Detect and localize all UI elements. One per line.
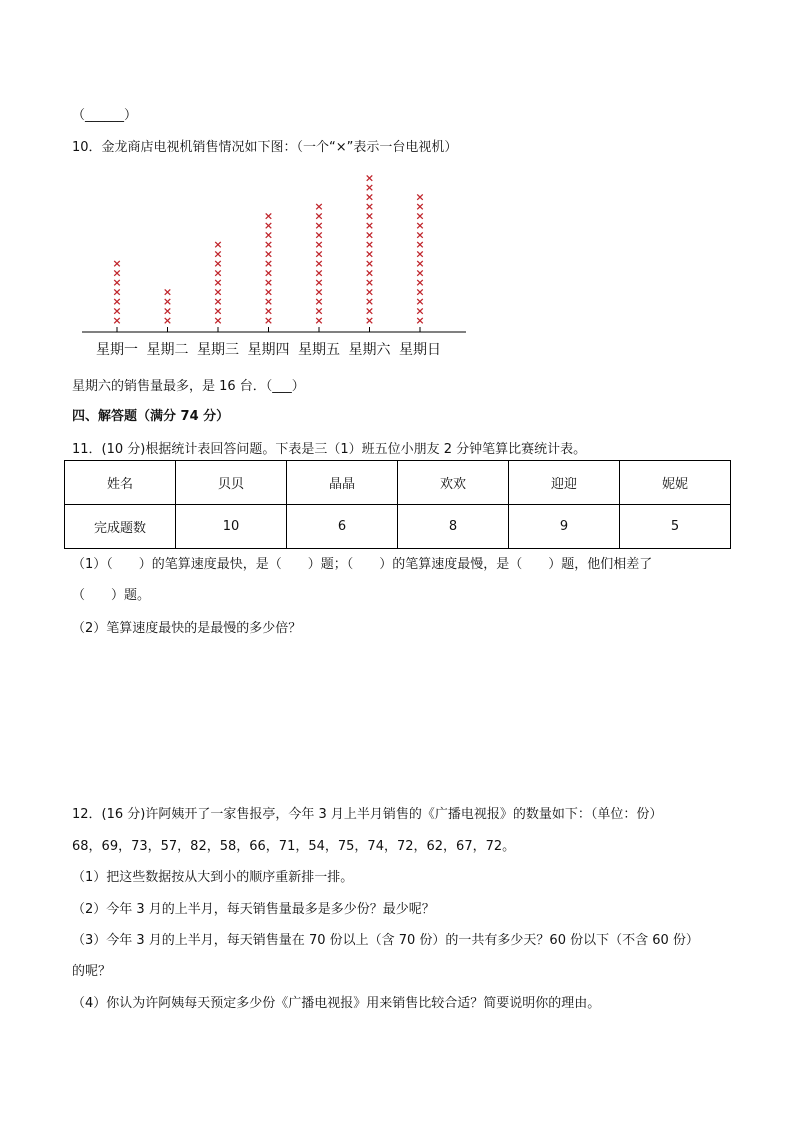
table-cell: 妮妮 <box>620 461 731 505</box>
pictograph-mark: × <box>314 257 324 270</box>
pictograph-mark: × <box>415 190 425 204</box>
pictograph-mark: × <box>314 314 324 327</box>
pictograph-mark: × <box>364 181 375 194</box>
q11-title: 11．(10 分)根据统计表回答问题。下表是三（1）班五位小朋友 2 分钟笔算比赛统计表。 <box>72 442 587 457</box>
pictograph-mark: × <box>213 238 223 251</box>
pictograph-mark: × <box>162 295 173 308</box>
q10-statement: 星期六的销售量最多，是 16 台．（___） <box>72 379 305 394</box>
pictograph-mark: × <box>263 219 274 232</box>
pictograph-mark: × <box>314 276 324 289</box>
table-cell: 晶晶 <box>287 461 398 505</box>
pictograph-mark: × <box>314 247 324 261</box>
pictograph-mark: × <box>263 266 274 280</box>
category-label: 星期六 <box>348 342 391 358</box>
pictograph-mark: × <box>314 238 324 251</box>
pictograph-mark: × <box>263 257 274 270</box>
table-cell: 迎迎 <box>509 461 620 505</box>
pictograph-mark: × <box>314 295 324 308</box>
pictograph-mark: × <box>415 295 425 308</box>
pictograph-mark: × <box>213 304 223 318</box>
pictograph-mark: × <box>314 304 324 318</box>
pictograph-mark: × <box>415 209 425 223</box>
pictograph-mark: × <box>213 276 223 289</box>
pictograph-mark: × <box>364 304 375 318</box>
table-header-row <box>65 461 731 505</box>
pictograph-mark: × <box>213 314 223 327</box>
pictograph-mark: × <box>112 266 122 280</box>
pictograph-mark: × <box>364 171 375 185</box>
pictograph-mark: × <box>213 295 223 308</box>
pictograph-mark: × <box>112 304 122 318</box>
q12-part4: （4）你认为许阿姨每天预定多少份《广播电视报》用来销售比较合适？简要说明你的理由。 <box>72 996 601 1011</box>
pictograph-mark: × <box>263 304 274 318</box>
category-label: 星期四 <box>247 342 290 358</box>
category-label: 星期二 <box>146 342 189 358</box>
pictograph-mark: × <box>364 247 375 261</box>
pictograph-mark: × <box>263 247 274 261</box>
pictograph-mark: × <box>314 209 324 223</box>
pictograph-mark: × <box>415 238 425 251</box>
pictograph-mark: × <box>314 266 324 280</box>
pictograph-mark: × <box>263 276 274 289</box>
pictograph-mark: × <box>263 314 274 327</box>
pictograph-mark: × <box>415 276 425 289</box>
pictograph-mark: × <box>364 285 375 299</box>
pictograph-mark: × <box>364 209 375 223</box>
pictograph-mark: × <box>364 295 375 308</box>
table-cell: 欢欢 <box>398 461 509 505</box>
pictograph-mark: × <box>364 219 375 232</box>
pictograph-mark: × <box>213 257 223 270</box>
category-label: 星期三 <box>197 342 239 358</box>
pictograph-mark: × <box>415 314 425 327</box>
pictograph-mark: × <box>364 257 375 270</box>
q12-data: 68，69，73，57，82，58，66，71，54，75，74，72，62，67，72。 <box>72 839 516 854</box>
pictograph-mark: × <box>364 228 375 242</box>
pictograph-mark: × <box>415 257 425 270</box>
pictograph-mark: × <box>364 190 375 204</box>
pictograph-mark: × <box>364 276 375 289</box>
category-label: 星期一 <box>96 342 138 358</box>
pictograph-mark: × <box>213 285 223 299</box>
pictograph-mark: × <box>263 238 274 251</box>
pictograph-mark: × <box>415 228 425 242</box>
pictograph-mark: × <box>112 295 122 308</box>
q11-part1-cont: （ ）题。 <box>72 588 151 603</box>
pictograph-mark: × <box>314 219 324 232</box>
pictograph-mark: × <box>415 285 425 299</box>
pictograph-mark: × <box>112 314 122 327</box>
table-cell: 5 <box>620 505 731 549</box>
table-row <box>65 505 731 549</box>
pictograph-mark: × <box>415 247 425 261</box>
pictograph-mark: × <box>364 266 375 280</box>
pictograph-mark: × <box>263 228 274 242</box>
score-table <box>64 460 731 549</box>
pictograph-mark: × <box>364 314 375 327</box>
pictograph-mark: × <box>364 200 375 213</box>
pictograph-mark: × <box>415 266 425 280</box>
pictograph-chart <box>70 155 470 365</box>
table-cell: 完成题数 <box>65 505 176 549</box>
pictograph-mark: × <box>314 285 324 299</box>
table-cell: 姓名 <box>65 461 176 505</box>
pictograph-mark: × <box>162 285 173 299</box>
table-cell: 10 <box>176 505 287 549</box>
q10-title: 10．金龙商店电视机销售情况如下图：（一个“×”表示一台电视机） <box>72 140 458 155</box>
table-cell: 贝贝 <box>176 461 287 505</box>
q11-part1: （1）（ ）的笔算速度最快，是（ ）题；（ ）的笔算速度最慢，是（ ）题，他们相差了 <box>72 557 653 572</box>
pictograph-mark: × <box>364 238 375 251</box>
section-heading: 四、解答题（满分 74 分） <box>72 409 230 424</box>
pictograph-mark: × <box>162 304 173 318</box>
q12-part3: （3）今年 3 月的上半月，每天销售量在 70 份以上（含 70 份）的一共有多少天？60 份以下（不含 60 份） <box>72 933 699 948</box>
pictograph-mark: × <box>263 209 274 223</box>
pictograph-mark: × <box>112 285 122 299</box>
pictograph-mark: × <box>162 314 173 327</box>
q12-part1: （1）把这些数据按从大到小的顺序重新排一排。 <box>72 870 354 885</box>
category-label: 星期日 <box>399 342 441 358</box>
q9-answer-blank: （______） <box>72 108 138 123</box>
table-cell: 9 <box>509 505 620 549</box>
pictograph-mark: × <box>112 257 122 270</box>
category-label: 星期五 <box>298 342 340 358</box>
table-cell: 6 <box>287 505 398 549</box>
q12-title: 12．(16 分)许阿姨开了一家售报亭，今年 3 月上半月销售的《广播电视报》的数量如下：（单位：份） <box>72 807 663 822</box>
pictograph-mark: × <box>415 200 425 213</box>
table-cell: 8 <box>398 505 509 549</box>
q11-part2: （2）笔算速度最快的是最慢的多少倍？ <box>72 621 302 636</box>
pictograph-mark: × <box>415 304 425 318</box>
pictograph-mark: × <box>263 295 274 308</box>
pictograph-mark: × <box>213 247 223 261</box>
pictograph-mark: × <box>112 276 122 289</box>
pictograph-mark: × <box>213 266 223 280</box>
q12-part2: （2）今年 3 月的上半月，每天销售量最多是多少份？最少呢？ <box>72 902 435 917</box>
pictograph-mark: × <box>314 200 324 213</box>
pictograph-mark: × <box>263 285 274 299</box>
pictograph-mark: × <box>314 228 324 242</box>
q12-part3-cont: 的呢？ <box>72 964 112 979</box>
pictograph-mark: × <box>415 219 425 232</box>
